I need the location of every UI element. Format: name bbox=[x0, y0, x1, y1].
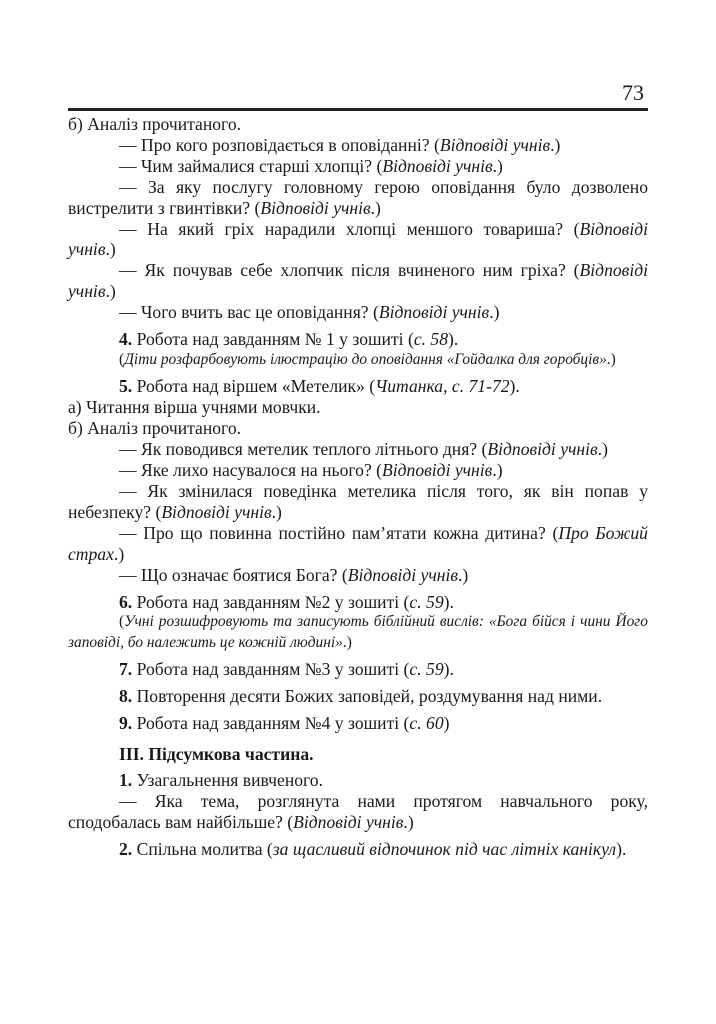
bold-text: 5. bbox=[119, 376, 133, 397]
bold-text: 4. bbox=[119, 329, 133, 350]
text-run: Узагальнення вивченого. bbox=[132, 770, 324, 791]
paragraph bbox=[68, 156, 648, 177]
paragraph bbox=[68, 177, 648, 219]
italic-text: Відповіді учнів bbox=[382, 155, 493, 176]
text-run: .) bbox=[489, 302, 500, 323]
text-run: — За яку послугу головному герою оповідання було дозволено вистрелити з гвинтівки? ( bbox=[68, 176, 648, 218]
paragraph bbox=[68, 612, 648, 653]
text-run: .) bbox=[271, 501, 282, 522]
text-run: — Як почував себе хлопчик після вчиненого ним гріха? ( bbox=[119, 260, 580, 281]
paragraph bbox=[68, 260, 648, 302]
italic-text: с. 59 bbox=[409, 659, 444, 680]
paragraph bbox=[68, 219, 648, 261]
text-run: Робота над завданням №2 у зошиті ( bbox=[132, 591, 410, 612]
italic-text: Діти розфарбовують ілюстрацію до оповідання «Гойдалка для горобців» bbox=[124, 350, 607, 368]
italic-text: Відповіді учнів bbox=[382, 460, 493, 481]
text-run: .) bbox=[492, 460, 503, 481]
text-run: .) bbox=[113, 543, 125, 564]
text-run: .) bbox=[597, 439, 608, 460]
paragraph bbox=[68, 839, 648, 860]
italic-text: Відповіді учнів bbox=[347, 564, 459, 585]
bold-text: 1. bbox=[119, 770, 133, 791]
paragraph bbox=[68, 376, 648, 397]
italic-text: Відповіді учнів bbox=[68, 218, 648, 260]
paragraph bbox=[68, 791, 648, 833]
text-run: .) bbox=[458, 564, 469, 585]
text-run: ) bbox=[443, 713, 450, 734]
text-run: .) bbox=[105, 281, 116, 302]
page-number: 73 bbox=[622, 80, 644, 105]
paragraph bbox=[68, 744, 648, 765]
header-rule bbox=[68, 108, 648, 111]
text-run: — Яка тема, розглянута нами протягом навчального року, сподобалась вам найбільше? ( bbox=[68, 790, 648, 832]
italic-text: за щасливий відпочинок під час літніх канікул bbox=[272, 838, 617, 859]
text-run: — На який гріх нарадили хлопці меншого товариша? ( bbox=[119, 218, 580, 239]
text-run: .) bbox=[550, 134, 561, 155]
text-run: ІІІ. Підсумкова частина. bbox=[119, 744, 314, 765]
italic-text: Читанка, с. 71-72 bbox=[375, 376, 510, 397]
italic-text: с. 59 bbox=[409, 591, 444, 612]
paragraph bbox=[68, 460, 648, 481]
text-run: — Як поводився метелик теплого літнього дня? ( bbox=[119, 439, 488, 460]
paragraph bbox=[68, 713, 648, 734]
text-run: б) Аналіз прочитаного. bbox=[68, 114, 242, 134]
text-run: — Яке лихо насувалося на нього? ( bbox=[119, 460, 383, 481]
paragraph bbox=[68, 135, 648, 156]
bold-text: 8. bbox=[119, 686, 133, 707]
paragraph bbox=[68, 592, 648, 613]
text-run: а) Читання вірша учнями мовчки. bbox=[68, 397, 321, 418]
paragraph bbox=[68, 659, 648, 680]
text-run: — Про кого розповідається в оповіданні? ( bbox=[119, 134, 440, 155]
italic-text: с. 60 bbox=[409, 713, 444, 734]
paragraph bbox=[68, 565, 648, 586]
text-run: ( bbox=[119, 350, 125, 368]
italic-text: Відповіді учнів bbox=[260, 197, 371, 218]
text-run: Робота над завданням № 1 у зошиті ( bbox=[132, 329, 414, 350]
italic-text: с. 58 bbox=[413, 329, 449, 350]
text-run: .) bbox=[370, 197, 381, 218]
text-run: ). bbox=[616, 838, 627, 859]
text-run: .) bbox=[342, 633, 352, 651]
italic-text: Про Божий страх bbox=[68, 522, 648, 564]
bold-text: 6. bbox=[119, 591, 133, 612]
text-run: — Чим займалися старші хлопці? ( bbox=[119, 155, 383, 176]
text-run: ). bbox=[443, 591, 454, 612]
italic-text: Відповіді учнів bbox=[293, 811, 404, 832]
italic-text: Відповіді учнів bbox=[68, 260, 648, 302]
text-run: — Що означає боятися Бога? ( bbox=[119, 564, 348, 585]
italic-text: Відповіді учнів bbox=[378, 302, 490, 323]
text-run: .) bbox=[105, 239, 116, 260]
paragraph bbox=[68, 439, 648, 460]
bold-text: 7. bbox=[119, 659, 133, 680]
text-run: Робота над віршем «Метелик» ( bbox=[132, 376, 376, 397]
text-run: Повторення десяти Божих заповідей, роздумування над ними. bbox=[132, 686, 603, 707]
text-run: б) Аналіз прочитаного. bbox=[68, 418, 242, 439]
paragraph bbox=[68, 686, 648, 707]
text-run: Робота над завданням №3 у зошиті ( bbox=[132, 659, 410, 680]
paragraph bbox=[68, 114, 648, 135]
paragraph bbox=[68, 523, 648, 565]
paragraph bbox=[68, 302, 648, 323]
text-run: ). bbox=[448, 329, 459, 350]
text-run: ( bbox=[119, 613, 125, 631]
paragraph bbox=[68, 770, 648, 791]
text-run: .) bbox=[492, 155, 503, 176]
paragraph bbox=[68, 329, 648, 350]
italic-text: Учні розшифровують та записують біблійний вислів: «Бога бійся і чини Його заповіді, бо належить це кожній людині» bbox=[68, 613, 648, 651]
text-run: .) bbox=[403, 811, 414, 832]
text-run: ). bbox=[443, 659, 454, 680]
text-run: ). bbox=[509, 376, 520, 397]
text-run: Робота над завданням №4 у зошиті ( bbox=[132, 713, 410, 734]
paragraph bbox=[68, 397, 648, 418]
text-run: — Як змінилася поведінка метелика після того, як він попав у небезпеку? ( bbox=[68, 481, 648, 522]
text-run: — Про що повинна постійно пам’ятати кожна дитина? ( bbox=[119, 522, 559, 543]
text-run: .) bbox=[606, 350, 616, 368]
paragraph bbox=[68, 418, 648, 439]
bold-text: 9. bbox=[119, 713, 133, 734]
italic-text: Відповіді учнів bbox=[161, 501, 272, 522]
italic-text: Відповіді учнів bbox=[439, 134, 551, 155]
text-run: — Чого вчить вас це оповідання? ( bbox=[119, 302, 379, 323]
page-body bbox=[68, 114, 648, 860]
paragraph bbox=[68, 481, 648, 523]
text-run: Спільна молитва ( bbox=[132, 838, 273, 859]
paragraph bbox=[68, 350, 648, 371]
bold-text: 2. bbox=[119, 838, 133, 859]
italic-text: Відповіді учнів bbox=[487, 439, 598, 460]
